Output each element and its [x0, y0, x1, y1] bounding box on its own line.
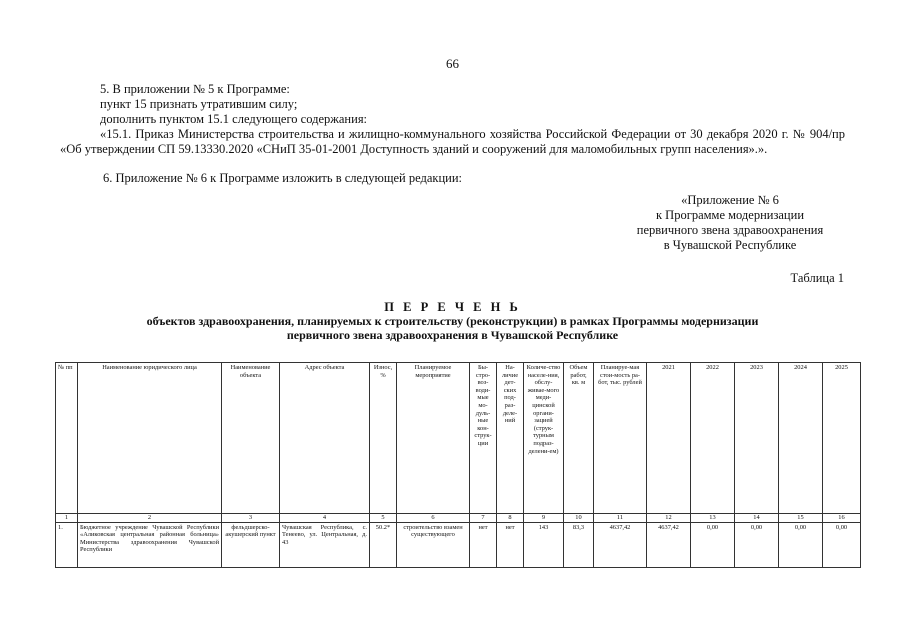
header-cell: Адрес объекта [280, 363, 370, 514]
paragraph-item-5: 5. В приложении № 5 к Программе: [100, 82, 290, 96]
column-number-cell: 10 [564, 514, 594, 523]
appendix-line: «Приложение № 6 [681, 193, 779, 207]
table-row [56, 522, 861, 567]
appendix-caption [580, 193, 880, 253]
column-number-cell: 5 [370, 514, 397, 523]
table-number: Таблица 1 [790, 271, 844, 285]
paragraph-add-point: дополнить пунктом 15.1 следующего содержания: [100, 112, 368, 126]
heading-subtitle: объектов здравоохранения, планируемых к строительству (реконструкции) в рамках Программы модернизации [146, 314, 759, 328]
objects-table [55, 362, 861, 568]
header-cell: 2024 [779, 363, 823, 514]
header-cell: Бы-стро-воз-води-мые мо-дуль-ные кон-струк-ции [470, 363, 497, 514]
table-cell: 0,00 [823, 522, 861, 567]
paragraph-order-text: «15.1. Приказ Министерства строительства и жилищно-коммунального хозяйства Российской Федерации от 30 декабря 2020 г. № 904/пр «Об утверждении СП 59.13330.2020 «СНиП 35-01-2001 Доступность зданий и сооружений для маломобильных групп населения».». [60, 127, 845, 156]
table-cell: строительство взамен существующего [397, 522, 470, 567]
column-number-row [56, 514, 861, 523]
heading-title: П Е Р Е Ч Е Н Ь [384, 300, 521, 314]
header-cell: Наименование объекта [222, 363, 280, 514]
table-cell: 0,00 [735, 522, 779, 567]
table-header-row [56, 363, 861, 514]
table-cell: 143 [524, 522, 564, 567]
column-number-cell: 6 [397, 514, 470, 523]
table-cell: нет [470, 522, 497, 567]
table-cell: 4637,42 [647, 522, 691, 567]
header-cell: Количе-ство населе-ния, обслу-живае-мого меди-цинской органи-зацией (струк-турным подраз-делени-ем) [524, 363, 564, 514]
column-number-cell: 3 [222, 514, 280, 523]
header-cell: Планируемое мероприятие [397, 363, 470, 514]
header-cell: На-личие дет-ских под-раз-деле-ний [497, 363, 524, 514]
table-cell: 50.2* [370, 522, 397, 567]
table-cell: 0,00 [691, 522, 735, 567]
table-cell: 4637,42 [594, 522, 647, 567]
column-number-cell: 2 [78, 514, 222, 523]
header-cell: Объем работ, кв. м [564, 363, 594, 514]
paragraph-item-6: 6. Приложение № 6 к Программе изложить в следующей редакции: [103, 171, 462, 185]
table-cell: фельдшерско-акушерский пункт [222, 522, 280, 567]
column-number-cell: 15 [779, 514, 823, 523]
column-number-cell: 16 [823, 514, 861, 523]
header-cell: 2022 [691, 363, 735, 514]
column-number-cell: 14 [735, 514, 779, 523]
column-number-cell: 4 [280, 514, 370, 523]
header-cell: Наименование юридического лица [78, 363, 222, 514]
header-cell: 2023 [735, 363, 779, 514]
header-cell: Износ, % [370, 363, 397, 514]
appendix-line: в Чувашской Республике [663, 238, 797, 252]
column-number-cell: 13 [691, 514, 735, 523]
table-cell: Чувашская Республика, с. Тенеево, ул. Центральная, д. 43 [280, 522, 370, 567]
column-number-cell: 11 [594, 514, 647, 523]
column-number-cell: 9 [524, 514, 564, 523]
table-cell: 1. [56, 522, 78, 567]
table-cell: Бюджетное учреждение Чувашской Республики «Аликовская центральная районная больница» Министерства здравоохранения Чувашской Республики [78, 522, 222, 567]
appendix-line: первичного звена здравоохранения [636, 223, 824, 237]
paragraph-point-15: пункт 15 признать утратившим силу; [100, 97, 298, 111]
table-cell: 83,3 [564, 522, 594, 567]
header-cell: 2025 [823, 363, 861, 514]
column-number-cell: 1 [56, 514, 78, 523]
column-number-cell: 12 [647, 514, 691, 523]
header-cell: Планируе-мая стои-мость ра-бот, тыс. рублей [594, 363, 647, 514]
header-cell: № пп [56, 363, 78, 514]
page-number: 66 [446, 56, 459, 71]
header-cell: 2021 [647, 363, 691, 514]
column-number-cell: 8 [497, 514, 524, 523]
appendix-line: к Программе модернизации [655, 208, 805, 222]
column-number-cell: 7 [470, 514, 497, 523]
table-heading [60, 300, 845, 342]
table-cell: нет [497, 522, 524, 567]
heading-subtitle: первичного звена здравоохранения в Чувашской Республике [286, 328, 619, 342]
table-cell: 0,00 [779, 522, 823, 567]
